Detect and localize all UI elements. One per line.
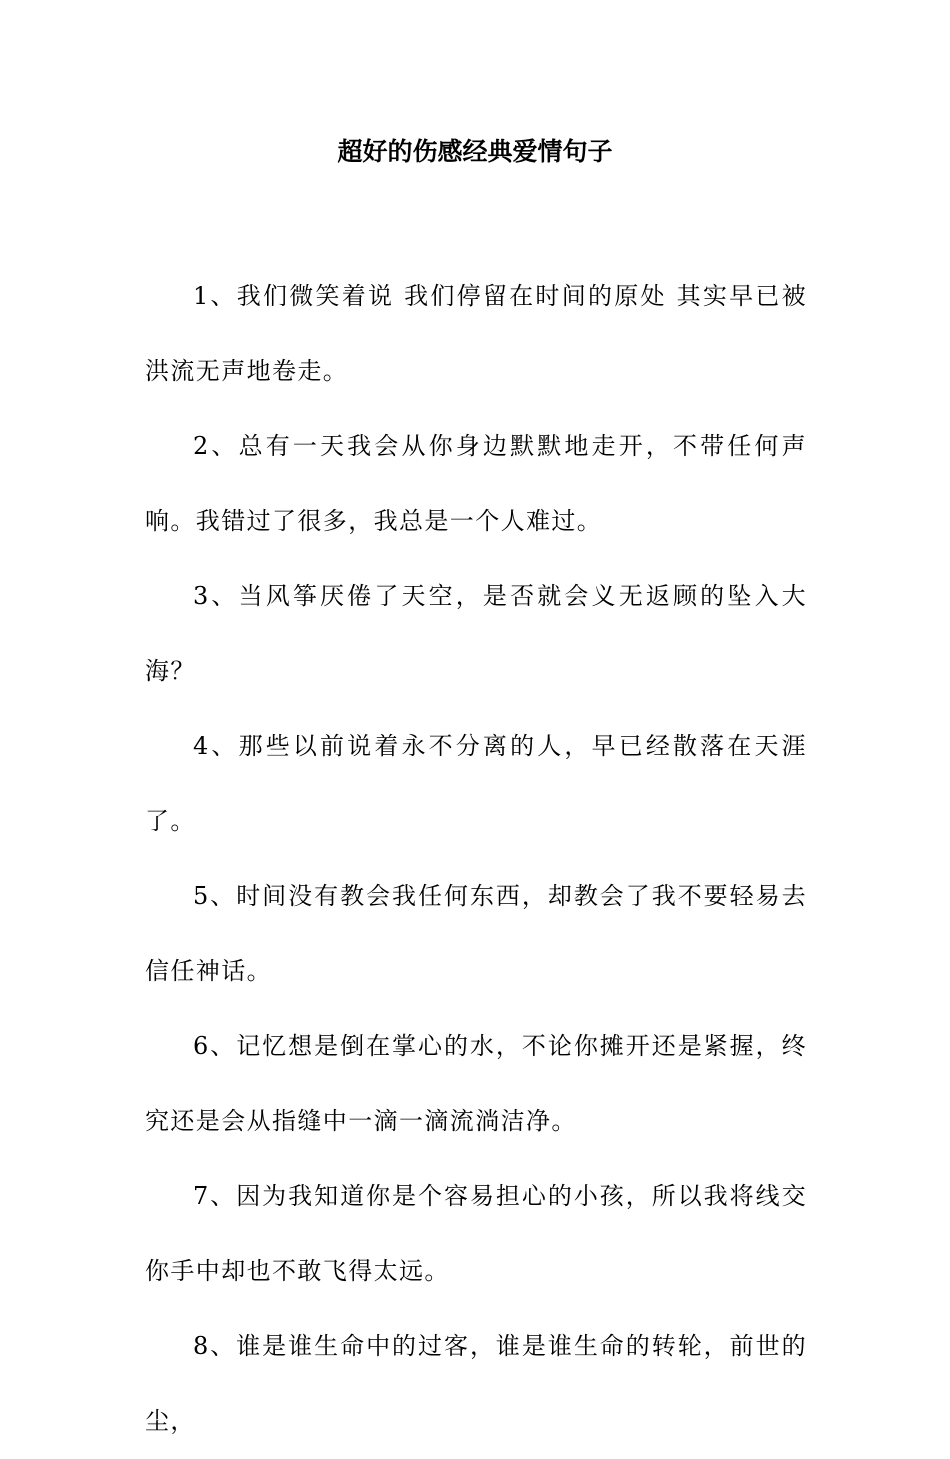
paragraph-1: 1、我们微笑着说 我们停留在时间的原处 其实早已被洪流无声地卷走。 bbox=[145, 282, 807, 385]
document-title: 超好的伤感经典爱情句子 bbox=[337, 137, 613, 166]
paragraph-5: 5、时间没有教会我任何东西，却教会了我不要轻易去信任神话。 bbox=[145, 882, 807, 985]
paragraph-3: 3、当风筝厌倦了天空，是否就会义无返顾的坠入大海？ bbox=[145, 582, 807, 685]
document-body bbox=[145, 259, 807, 1459]
paragraph-6: 6、记忆想是倒在掌心的水，不论你摊开还是紧握，终究还是会从指缝中一滴一滴流淌洁净。 bbox=[145, 1032, 807, 1135]
paragraph-2: 2、总有一天我会从你身边默默地走开，不带任何声响。我错过了很多，我总是一个人难过。 bbox=[145, 432, 807, 535]
paragraph-4: 4、那些以前说着永不分离的人，早已经散落在天涯了。 bbox=[145, 732, 807, 835]
paragraph-7: 7、因为我知道你是个容易担心的小孩，所以我将线交你手中却也不敢飞得太远。 bbox=[145, 1182, 807, 1285]
paragraph-8: 8、谁是谁生命中的过客，谁是谁生命的转轮，前世的尘， bbox=[145, 1332, 807, 1435]
